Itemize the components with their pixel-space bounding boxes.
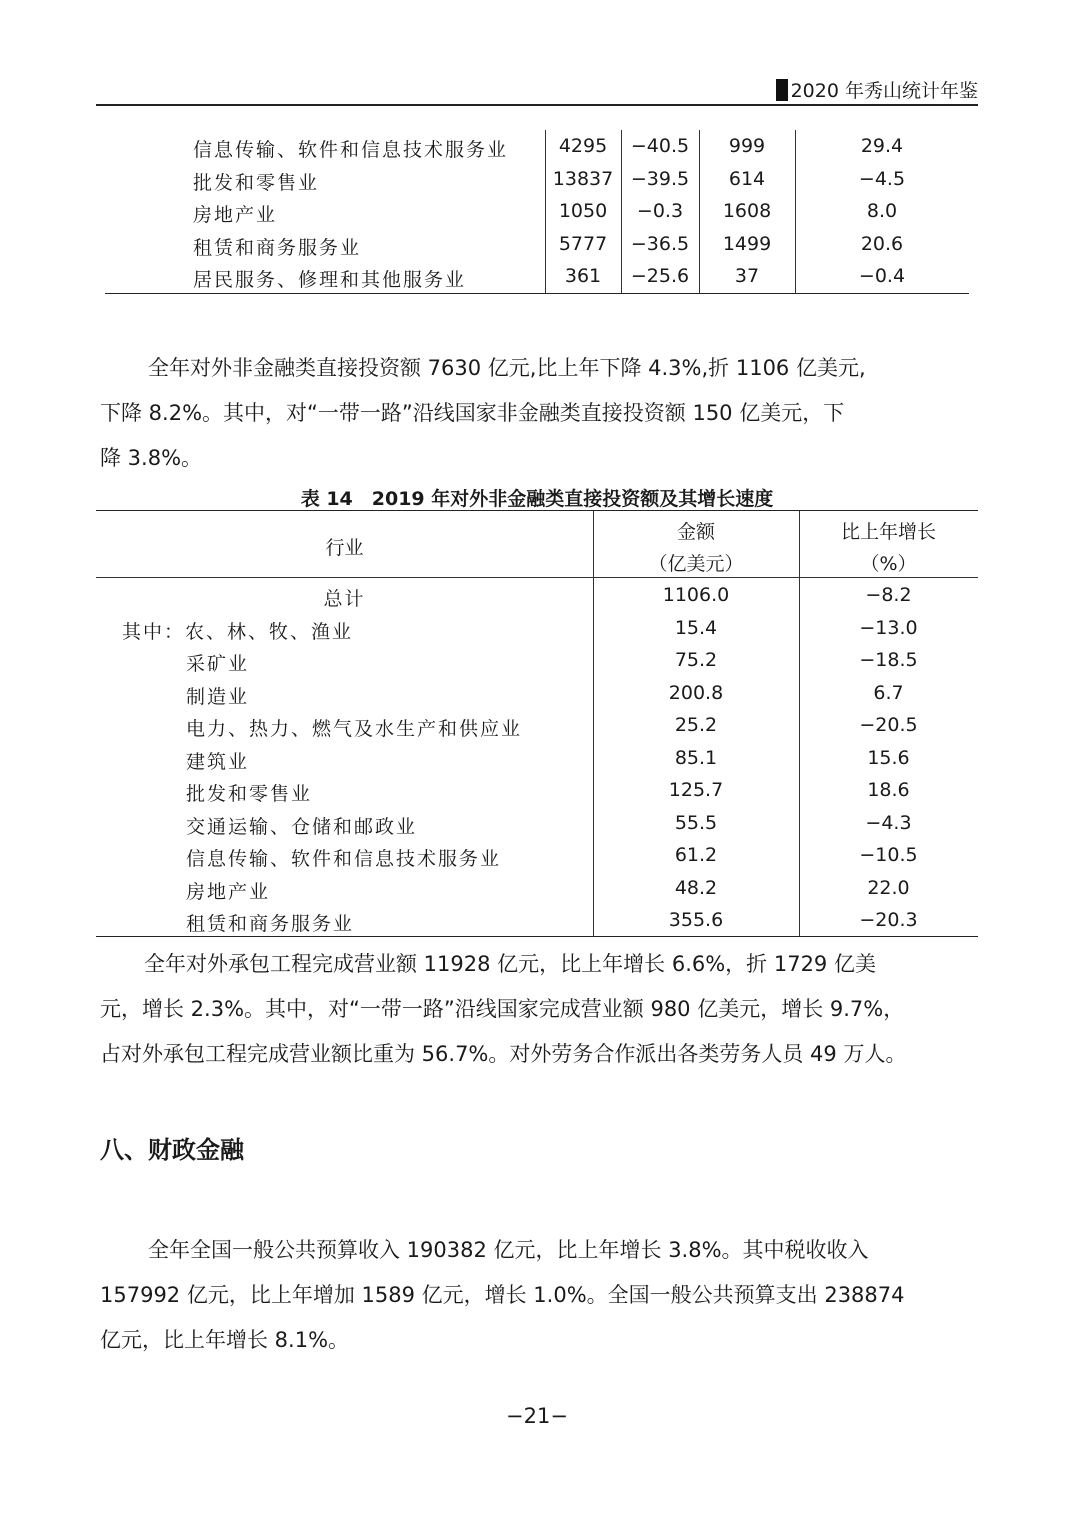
value-cell: 4295 [558,135,608,157]
table-body [96,579,978,937]
growth-cell: 22.0 [867,876,910,899]
table-caption: 表 14 2019 年对外非金融类直接投资额及其增长速度 [300,488,774,510]
value-cell: 13837 [552,167,614,190]
table-row [96,644,978,677]
growth-cell: 18.6 [867,779,910,801]
growth-cell: −0.4 [858,265,906,287]
value-cell: 37 [734,265,760,287]
paragraph-line: 元，增长 2.3%。其中，对“一带一路”沿线国家完成营业额 980 亿美元，增长 9.7%， [100,997,905,1021]
value-cell: 5777 [558,232,608,255]
growth-cell: 15.6 [867,746,910,769]
growth-cell: −36.5 [630,232,690,255]
paragraph-line: 占对外承包工程完成营业额比重为 56.7%。对外劳务合作派出各类劳务人员 49 万人。 [100,1042,907,1066]
amount-cell: 85.1 [674,746,718,769]
growth-cell: −4.5 [858,167,906,190]
growth-cell: −20.3 [859,909,918,931]
header-bar-mark [776,79,788,101]
industry-cell: 电力、热力、燃气及水生产和供应业 [186,718,523,740]
industry-cell: 房地产业 [193,204,278,226]
value-cell: 1499 [722,232,772,255]
paragraph-contracting [100,942,978,1077]
table-row [105,228,969,261]
table-row [105,130,969,163]
growth-cell: 6.7 [873,681,904,704]
table-top-continuation [105,130,969,294]
amount-cell: 48.2 [674,876,718,899]
paragraph-line: 亿元，比上年增长 8.1%。 [100,1328,350,1352]
growth-cell: 29.4 [860,135,904,157]
table-row [96,612,978,645]
growth-cell: 20.6 [860,232,904,255]
value-cell: 1608 [722,200,772,222]
paragraph-line: 全年对外非金融类直接投资额 7630 亿元,比上年下降 4.3%,折 1106 亿美元, [148,356,866,380]
amount-cell: 25.2 [674,714,718,736]
value-cell: 1050 [558,200,608,222]
industry-cell: 其中：农、林、牧、渔业 [122,620,354,643]
growth-cell: −4.3 [865,811,912,834]
industry-cell: 总计 [323,588,366,610]
table-row [96,774,978,807]
industry-cell: 建筑业 [186,750,250,773]
growth-cell: −13.0 [859,616,918,639]
growth-cell: −10.5 [859,844,918,866]
table-row [96,742,978,775]
paragraph-line: 全年对外承包工程完成营业额 11928 亿元，比上年增长 6.6%，折 1729 亿美 [144,952,876,976]
industry-cell: 交通运输、仓储和邮政业 [186,815,418,838]
amount-cell: 200.8 [668,681,724,704]
table-row [96,807,978,840]
table-header [96,511,978,578]
amount-cell: 61.2 [674,844,718,866]
growth-cell: −20.5 [859,714,918,736]
amount-cell: 15.4 [674,616,718,639]
section-heading: 八、财政金融 [100,1136,244,1164]
industry-cell: 信息传输、软件和信息技术服务业 [186,848,502,870]
page-header [96,74,978,106]
industry-cell: 批发和零售业 [186,783,313,805]
value-cell: 361 [564,265,602,287]
column-header-growth: 比上年增长 [840,521,936,543]
paragraph-line: 下降 8.2%。其中，对“一带一路”沿线国家非金融类直接投资额 150 亿美元，下 [100,401,845,425]
paragraph-line: 全年全国一般公共预算收入 190382 亿元，比上年增长 3.8%。其中税收收入 [148,1238,869,1262]
growth-cell: −0.3 [636,200,684,222]
table-row [96,677,978,710]
industry-cell: 居民服务、修理和其他服务业 [193,269,467,291]
page-number: −21− [506,1404,568,1428]
industry-cell: 信息传输、软件和信息技术服务业 [193,139,509,161]
growth-cell: −40.5 [630,135,690,157]
paragraph-direct-investment [100,346,978,481]
table-row [96,904,978,937]
growth-cell: −25.6 [630,265,690,287]
growth-cell: −39.5 [630,167,690,190]
column-header-amount-unit: （亿美元） [648,553,744,575]
industry-cell: 租赁和商务服务业 [186,913,355,935]
amount-cell: 1106.0 [662,584,730,606]
industry-cell: 采矿业 [186,653,250,675]
amount-cell: 55.5 [674,811,718,834]
table-row [96,872,978,905]
table-row [105,195,969,228]
growth-cell: −8.2 [865,584,912,606]
value-cell: 999 [728,135,766,157]
header-title: 2020 年秀山统计年鉴 [790,80,978,102]
column-header-industry: 行业 [325,537,364,559]
value-cell: 614 [728,167,766,190]
paragraph-fiscal [100,1228,978,1363]
growth-cell: −18.5 [859,649,918,671]
table-row [105,260,969,293]
table-row [105,163,969,196]
table-14 [96,510,978,937]
paragraph-line: 157992 亿元，比上年增加 1589 亿元，增长 1.0%。全国一般公共预算支出 238874 [100,1283,905,1307]
column-header-growth-unit: （%） [860,553,917,575]
amount-cell: 75.2 [674,649,718,671]
amount-cell: 355.6 [668,909,724,931]
amount-cell: 125.7 [668,779,724,801]
table-row-total [96,579,978,612]
industry-cell: 批发和零售业 [193,171,320,194]
industry-cell: 租赁和商务服务业 [193,236,362,259]
table-row [96,709,978,742]
paragraph-line: 降 3.8%。 [100,446,203,470]
industry-cell: 制造业 [186,685,250,708]
industry-cell: 房地产业 [186,880,271,903]
column-header-amount: 金额 [676,521,715,543]
table-row [96,839,978,872]
growth-cell: 8.0 [866,200,898,222]
